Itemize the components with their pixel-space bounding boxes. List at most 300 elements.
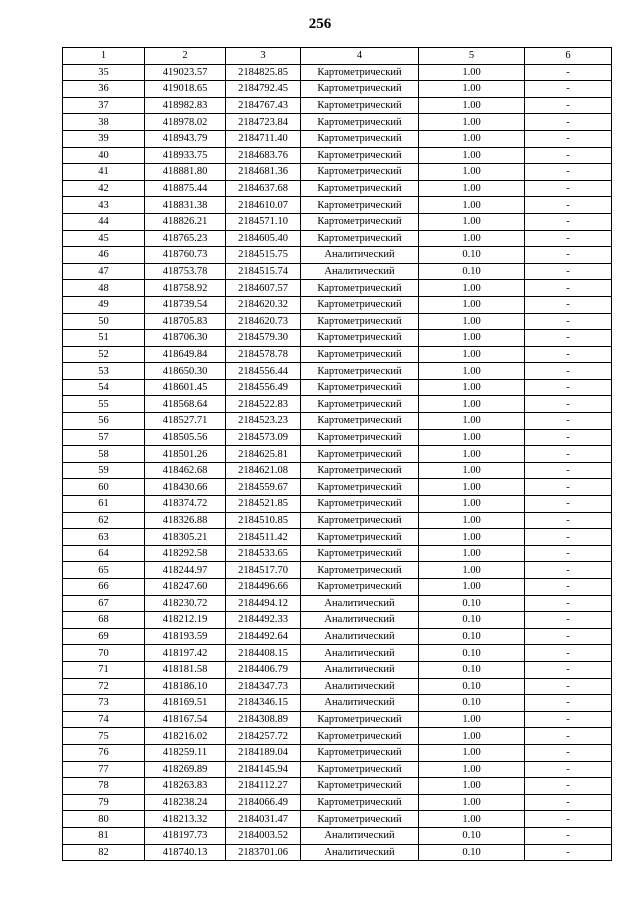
cell-note: - (525, 97, 612, 114)
table-row (63, 230, 612, 247)
cell-method: Аналитический (301, 595, 419, 612)
cell-point-number: 58 (63, 446, 145, 463)
cell-y-coordinate: 2184681.36 (226, 164, 301, 181)
table-row (63, 97, 612, 114)
cell-method: Картометрический (301, 728, 419, 745)
cell-y-coordinate: 2184511.42 (226, 529, 301, 546)
cell-accuracy: 1.00 (419, 778, 525, 795)
table-row (63, 827, 612, 844)
header-cell-3: 3 (226, 48, 301, 65)
cell-method: Аналитический (301, 263, 419, 280)
cell-note: - (525, 230, 612, 247)
cell-x-coordinate: 418982.83 (145, 97, 226, 114)
cell-point-number: 77 (63, 761, 145, 778)
cell-y-coordinate: 2184559.67 (226, 479, 301, 496)
table-row (63, 512, 612, 529)
cell-y-coordinate: 2184573.09 (226, 429, 301, 446)
cell-accuracy: 1.00 (419, 197, 525, 214)
cell-note: - (525, 413, 612, 430)
cell-point-number: 62 (63, 512, 145, 529)
cell-method: Картометрический (301, 280, 419, 297)
cell-x-coordinate: 419023.57 (145, 64, 226, 81)
cell-point-number: 47 (63, 263, 145, 280)
cell-method: Картометрический (301, 197, 419, 214)
cell-accuracy: 1.00 (419, 230, 525, 247)
cell-y-coordinate: 2184607.57 (226, 280, 301, 297)
cell-x-coordinate: 418758.92 (145, 280, 226, 297)
cell-method: Картометрический (301, 81, 419, 98)
cell-accuracy: 0.10 (419, 695, 525, 712)
cell-accuracy: 1.00 (419, 313, 525, 330)
cell-accuracy: 1.00 (419, 579, 525, 596)
coordinates-table (62, 47, 612, 861)
cell-accuracy: 1.00 (419, 130, 525, 147)
table-row (63, 612, 612, 629)
cell-y-coordinate: 2184346.15 (226, 695, 301, 712)
cell-accuracy: 1.00 (419, 479, 525, 496)
cell-y-coordinate: 2184683.76 (226, 147, 301, 164)
cell-y-coordinate: 2184605.40 (226, 230, 301, 247)
cell-accuracy: 0.10 (419, 612, 525, 629)
cell-method: Картометрический (301, 744, 419, 761)
cell-y-coordinate: 2184523.23 (226, 413, 301, 430)
table-row (63, 130, 612, 147)
cell-x-coordinate: 418739.54 (145, 296, 226, 313)
cell-method: Картометрический (301, 114, 419, 131)
cell-note: - (525, 811, 612, 828)
cell-point-number: 55 (63, 396, 145, 413)
cell-note: - (525, 744, 612, 761)
cell-x-coordinate: 418706.30 (145, 330, 226, 347)
cell-accuracy: 1.00 (419, 330, 525, 347)
cell-note: - (525, 562, 612, 579)
cell-note: - (525, 661, 612, 678)
table-row (63, 197, 612, 214)
cell-accuracy: 1.00 (419, 562, 525, 579)
header-row (63, 48, 612, 65)
cell-point-number: 59 (63, 462, 145, 479)
cell-accuracy: 1.00 (419, 346, 525, 363)
cell-note: - (525, 595, 612, 612)
cell-y-coordinate: 2184031.47 (226, 811, 301, 828)
cell-note: - (525, 379, 612, 396)
cell-note: - (525, 711, 612, 728)
cell-method: Аналитический (301, 628, 419, 645)
cell-point-number: 56 (63, 413, 145, 430)
cell-y-coordinate: 2184723.84 (226, 114, 301, 131)
table-row (63, 429, 612, 446)
cell-point-number: 80 (63, 811, 145, 828)
cell-accuracy: 1.00 (419, 512, 525, 529)
cell-accuracy: 0.10 (419, 661, 525, 678)
cell-accuracy: 1.00 (419, 545, 525, 562)
table-row (63, 330, 612, 347)
cell-method: Картометрический (301, 545, 419, 562)
cell-point-number: 40 (63, 147, 145, 164)
page-number: 256 (308, 16, 332, 32)
table-row (63, 695, 612, 712)
cell-method: Картометрический (301, 429, 419, 446)
cell-point-number: 36 (63, 81, 145, 98)
cell-y-coordinate: 2184637.68 (226, 180, 301, 197)
cell-x-coordinate: 418881.80 (145, 164, 226, 181)
table-row (63, 379, 612, 396)
cell-y-coordinate: 2184711.40 (226, 130, 301, 147)
cell-accuracy: 1.00 (419, 64, 525, 81)
cell-note: - (525, 330, 612, 347)
cell-note: - (525, 164, 612, 181)
cell-method: Картометрический (301, 130, 419, 147)
cell-point-number: 37 (63, 97, 145, 114)
cell-accuracy: 0.10 (419, 827, 525, 844)
cell-y-coordinate: 2184496.66 (226, 579, 301, 596)
cell-note: - (525, 462, 612, 479)
cell-accuracy: 1.00 (419, 396, 525, 413)
cell-y-coordinate: 2184825.85 (226, 64, 301, 81)
table-row (63, 562, 612, 579)
cell-method: Картометрический (301, 811, 419, 828)
cell-accuracy: 1.00 (419, 296, 525, 313)
cell-method: Аналитический (301, 645, 419, 662)
cell-accuracy: 1.00 (419, 429, 525, 446)
cell-x-coordinate: 418213.32 (145, 811, 226, 828)
cell-point-number: 46 (63, 247, 145, 264)
cell-point-number: 60 (63, 479, 145, 496)
table-row (63, 413, 612, 430)
table-row (63, 794, 612, 811)
cell-accuracy: 0.10 (419, 247, 525, 264)
cell-accuracy: 1.00 (419, 213, 525, 230)
cell-accuracy: 1.00 (419, 761, 525, 778)
table-row (63, 114, 612, 131)
cell-point-number: 75 (63, 728, 145, 745)
cell-point-number: 70 (63, 645, 145, 662)
cell-y-coordinate: 2184515.74 (226, 263, 301, 280)
cell-y-coordinate: 2184533.65 (226, 545, 301, 562)
cell-y-coordinate: 2184556.49 (226, 379, 301, 396)
cell-point-number: 44 (63, 213, 145, 230)
cell-note: - (525, 545, 612, 562)
cell-method: Картометрический (301, 794, 419, 811)
cell-method: Картометрический (301, 529, 419, 546)
cell-accuracy: 1.00 (419, 413, 525, 430)
table-row (63, 645, 612, 662)
table-row (63, 164, 612, 181)
cell-method: Аналитический (301, 612, 419, 629)
table-row (63, 711, 612, 728)
cell-point-number: 53 (63, 363, 145, 380)
cell-x-coordinate: 418247.60 (145, 579, 226, 596)
cell-x-coordinate: 418831.38 (145, 197, 226, 214)
cell-accuracy: 1.00 (419, 147, 525, 164)
cell-y-coordinate: 2184571.10 (226, 213, 301, 230)
table-row (63, 462, 612, 479)
cell-note: - (525, 761, 612, 778)
cell-point-number: 79 (63, 794, 145, 811)
cell-point-number: 78 (63, 778, 145, 795)
table-row (63, 213, 612, 230)
cell-y-coordinate: 2184792.45 (226, 81, 301, 98)
cell-point-number: 41 (63, 164, 145, 181)
table-row (63, 64, 612, 81)
cell-y-coordinate: 2184494.12 (226, 595, 301, 612)
table-row (63, 296, 612, 313)
cell-accuracy: 1.00 (419, 462, 525, 479)
cell-note: - (525, 130, 612, 147)
cell-x-coordinate: 418705.83 (145, 313, 226, 330)
table-row (63, 761, 612, 778)
header-cell-5: 5 (419, 48, 525, 65)
table-row (63, 263, 612, 280)
cell-note: - (525, 628, 612, 645)
cell-accuracy: 1.00 (419, 811, 525, 828)
cell-x-coordinate: 418244.97 (145, 562, 226, 579)
table-row (63, 363, 612, 380)
cell-accuracy: 1.00 (419, 114, 525, 131)
cell-method: Картометрический (301, 761, 419, 778)
cell-x-coordinate: 418167.54 (145, 711, 226, 728)
cell-point-number: 73 (63, 695, 145, 712)
cell-x-coordinate: 418326.88 (145, 512, 226, 529)
cell-accuracy: 0.10 (419, 628, 525, 645)
cell-x-coordinate: 418197.42 (145, 645, 226, 662)
cell-point-number: 35 (63, 64, 145, 81)
cell-method: Картометрический (301, 462, 419, 479)
cell-note: - (525, 529, 612, 546)
cell-point-number: 63 (63, 529, 145, 546)
cell-method: Картометрический (301, 230, 419, 247)
cell-point-number: 61 (63, 496, 145, 513)
cell-note: - (525, 844, 612, 861)
table-header (63, 48, 612, 65)
cell-method: Картометрический (301, 147, 419, 164)
cell-note: - (525, 579, 612, 596)
cell-point-number: 64 (63, 545, 145, 562)
cell-point-number: 42 (63, 180, 145, 197)
cell-point-number: 39 (63, 130, 145, 147)
cell-y-coordinate: 2184620.73 (226, 313, 301, 330)
cell-x-coordinate: 418649.84 (145, 346, 226, 363)
table-row (63, 529, 612, 546)
cell-method: Картометрический (301, 296, 419, 313)
cell-x-coordinate: 418259.11 (145, 744, 226, 761)
cell-x-coordinate: 419018.65 (145, 81, 226, 98)
cell-x-coordinate: 418269.89 (145, 761, 226, 778)
cell-method: Картометрический (301, 446, 419, 463)
cell-x-coordinate: 418505.56 (145, 429, 226, 446)
cell-point-number: 38 (63, 114, 145, 131)
cell-note: - (525, 645, 612, 662)
cell-y-coordinate: 2184579.30 (226, 330, 301, 347)
cell-note: - (525, 247, 612, 264)
cell-y-coordinate: 2184515.75 (226, 247, 301, 264)
cell-x-coordinate: 418197.73 (145, 827, 226, 844)
cell-note: - (525, 512, 612, 529)
cell-accuracy: 0.10 (419, 595, 525, 612)
table-row (63, 180, 612, 197)
cell-x-coordinate: 418305.21 (145, 529, 226, 546)
cell-x-coordinate: 418740.13 (145, 844, 226, 861)
cell-x-coordinate: 418978.02 (145, 114, 226, 131)
cell-x-coordinate: 418650.30 (145, 363, 226, 380)
cell-x-coordinate: 418216.02 (145, 728, 226, 745)
cell-y-coordinate: 2184112.27 (226, 778, 301, 795)
cell-note: - (525, 827, 612, 844)
table-row (63, 811, 612, 828)
cell-note: - (525, 612, 612, 629)
table-row (63, 595, 612, 612)
cell-y-coordinate: 2184517.70 (226, 562, 301, 579)
cell-y-coordinate: 2184492.64 (226, 628, 301, 645)
table-row (63, 479, 612, 496)
cell-accuracy: 1.00 (419, 164, 525, 181)
cell-note: - (525, 363, 612, 380)
header-cell-1: 1 (63, 48, 145, 65)
cell-x-coordinate: 418568.64 (145, 396, 226, 413)
cell-x-coordinate: 418212.19 (145, 612, 226, 629)
cell-note: - (525, 695, 612, 712)
table-row (63, 446, 612, 463)
cell-y-coordinate: 2184406.79 (226, 661, 301, 678)
cell-note: - (525, 728, 612, 745)
cell-method: Картометрический (301, 379, 419, 396)
cell-note: - (525, 213, 612, 230)
table-row (63, 545, 612, 562)
cell-method: Аналитический (301, 678, 419, 695)
cell-point-number: 57 (63, 429, 145, 446)
table-row (63, 313, 612, 330)
table-row (63, 496, 612, 513)
cell-accuracy: 1.00 (419, 81, 525, 98)
cell-x-coordinate: 418826.21 (145, 213, 226, 230)
cell-x-coordinate: 418238.24 (145, 794, 226, 811)
cell-y-coordinate: 2184189.04 (226, 744, 301, 761)
cell-accuracy: 0.10 (419, 645, 525, 662)
header-cell-6: 6 (525, 48, 612, 65)
cell-note: - (525, 496, 612, 513)
cell-method: Картометрический (301, 711, 419, 728)
table-row (63, 280, 612, 297)
cell-point-number: 43 (63, 197, 145, 214)
cell-note: - (525, 81, 612, 98)
cell-method: Картометрический (301, 213, 419, 230)
cell-accuracy: 0.10 (419, 678, 525, 695)
cell-x-coordinate: 418263.83 (145, 778, 226, 795)
cell-point-number: 51 (63, 330, 145, 347)
cell-note: - (525, 479, 612, 496)
cell-y-coordinate: 2184556.44 (226, 363, 301, 380)
cell-x-coordinate: 418943.79 (145, 130, 226, 147)
cell-note: - (525, 396, 612, 413)
cell-method: Картометрический (301, 496, 419, 513)
cell-method: Картометрический (301, 413, 419, 430)
cell-x-coordinate: 418933.75 (145, 147, 226, 164)
cell-note: - (525, 280, 612, 297)
cell-method: Картометрический (301, 479, 419, 496)
cell-note: - (525, 114, 612, 131)
cell-accuracy: 1.00 (419, 794, 525, 811)
cell-y-coordinate: 2183701.06 (226, 844, 301, 861)
cell-method: Картометрический (301, 64, 419, 81)
cell-x-coordinate: 418186.10 (145, 678, 226, 695)
cell-point-number: 54 (63, 379, 145, 396)
table-row (63, 628, 612, 645)
cell-point-number: 52 (63, 346, 145, 363)
table-row (63, 247, 612, 264)
cell-y-coordinate: 2184522.83 (226, 396, 301, 413)
cell-y-coordinate: 2184625.81 (226, 446, 301, 463)
cell-x-coordinate: 418374.72 (145, 496, 226, 513)
cell-accuracy: 1.00 (419, 280, 525, 297)
cell-y-coordinate: 2184308.89 (226, 711, 301, 728)
cell-y-coordinate: 2184621.08 (226, 462, 301, 479)
cell-x-coordinate: 418181.58 (145, 661, 226, 678)
cell-point-number: 74 (63, 711, 145, 728)
cell-y-coordinate: 2184257.72 (226, 728, 301, 745)
cell-y-coordinate: 2184066.49 (226, 794, 301, 811)
cell-method: Картометрический (301, 164, 419, 181)
cell-note: - (525, 147, 612, 164)
cell-method: Аналитический (301, 695, 419, 712)
cell-x-coordinate: 418230.72 (145, 595, 226, 612)
cell-note: - (525, 313, 612, 330)
cell-point-number: 45 (63, 230, 145, 247)
cell-note: - (525, 180, 612, 197)
cell-point-number: 48 (63, 280, 145, 297)
cell-note: - (525, 64, 612, 81)
cell-method: Аналитический (301, 827, 419, 844)
table-body (63, 64, 612, 861)
table-row (63, 346, 612, 363)
cell-point-number: 68 (63, 612, 145, 629)
cell-note: - (525, 346, 612, 363)
cell-point-number: 72 (63, 678, 145, 695)
table-row (63, 678, 612, 695)
cell-method: Картометрический (301, 97, 419, 114)
header-cell-2: 2 (145, 48, 226, 65)
cell-method: Картометрический (301, 330, 419, 347)
cell-method: Аналитический (301, 844, 419, 861)
cell-method: Картометрический (301, 313, 419, 330)
cell-note: - (525, 429, 612, 446)
cell-accuracy: 0.10 (419, 844, 525, 861)
cell-method: Картометрический (301, 512, 419, 529)
cell-point-number: 71 (63, 661, 145, 678)
cell-method: Аналитический (301, 247, 419, 264)
cell-y-coordinate: 2184510.85 (226, 512, 301, 529)
cell-method: Картометрический (301, 396, 419, 413)
cell-accuracy: 1.00 (419, 97, 525, 114)
cell-x-coordinate: 418193.59 (145, 628, 226, 645)
cell-y-coordinate: 2184578.78 (226, 346, 301, 363)
cell-x-coordinate: 418875.44 (145, 180, 226, 197)
table-row (63, 661, 612, 678)
cell-accuracy: 1.00 (419, 728, 525, 745)
cell-accuracy: 1.00 (419, 711, 525, 728)
cell-accuracy: 1.00 (419, 744, 525, 761)
table-row (63, 744, 612, 761)
cell-accuracy: 1.00 (419, 363, 525, 380)
table-row (63, 728, 612, 745)
cell-accuracy: 1.00 (419, 446, 525, 463)
cell-point-number: 65 (63, 562, 145, 579)
cell-note: - (525, 678, 612, 695)
cell-method: Картометрический (301, 346, 419, 363)
cell-accuracy: 1.00 (419, 529, 525, 546)
cell-method: Картометрический (301, 363, 419, 380)
cell-note: - (525, 296, 612, 313)
cell-note: - (525, 794, 612, 811)
